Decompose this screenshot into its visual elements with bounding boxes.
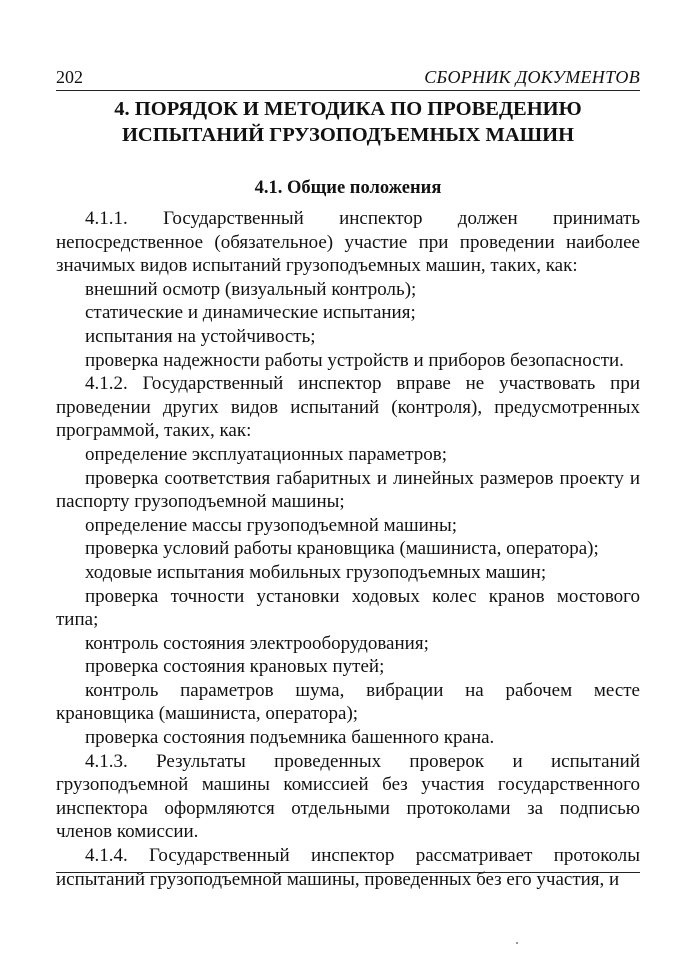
scan-speck: [516, 942, 518, 944]
paragraph: статические и динамические испытания;: [85, 302, 416, 324]
paragraph: определение эксплуатационных параметров;: [85, 443, 448, 465]
paragraph: ходовые испытания мобильных грузоподъемных машин;: [85, 561, 547, 583]
paragraph: 4.1.4. Государственный инспектор рассматривает протоколы испытаний грузоподъемной машины, проведенных без его участия, и: [56, 845, 640, 890]
paragraph: проверка условий работы крановщика (машиниста, оператора);: [85, 538, 599, 560]
running-title: СБОРНИК ДОКУМЕНТОВ: [424, 67, 640, 87]
running-header: [56, 64, 640, 91]
paragraph: контроль состояния электрооборудования;: [85, 632, 429, 654]
paragraph: контроль параметров шума, вибрации на рабочем месте крановщика (машиниста, оператора);: [56, 679, 640, 725]
paragraph: проверка состояния крановых путей;: [85, 656, 385, 678]
paragraph: 4.1.1. Государственный инспектор должен принимать непосредственное (обязательное) участие при проведении наиболее значимых видов испытаний грузоподъемных машин, таких, как:: [56, 208, 640, 277]
paragraph: проверка точности установки ходовых колес кранов мостового типа;: [56, 585, 640, 631]
paragraph: 4.1.3. Результаты проведенных проверок и испытаний грузоподъемной машины комиссией без участия государственного инспектора оформляются отдельными протоколами за подписью членов комиссии.: [56, 750, 640, 843]
paragraph: внешний осмотр (визуальный контроль);: [85, 278, 417, 300]
body-text: [56, 207, 640, 891]
subsection-title: 4.1. Общие положения: [254, 178, 442, 198]
section-title: 4. ПОРЯДОК И МЕТОДИКА ПО ПРОВЕДЕНИЮ ИСПЫТАНИЙ ГРУЗОПОДЪЕМНЫХ МАШИН: [114, 98, 582, 146]
paragraph: проверка надежности работы устройств и приборов безопасности.: [85, 349, 624, 371]
paragraph: проверка состояния подъемника башенного крана.: [85, 727, 495, 749]
footer-rule: [56, 872, 640, 873]
page-number: 202: [56, 67, 83, 87]
paragraph: определение массы грузоподъемной машины;: [85, 514, 458, 536]
paragraph: испытания на устойчивость;: [85, 325, 316, 347]
paragraph: 4.1.2. Государственный инспектор вправе не участвовать при проведении других видов испытаний (контроля), предусмотренных программой, таких, как:: [56, 373, 640, 442]
paragraph: проверка соответствия габаритных и линейных размеров проекту и паспорту грузоподъемной машины;: [56, 467, 640, 513]
